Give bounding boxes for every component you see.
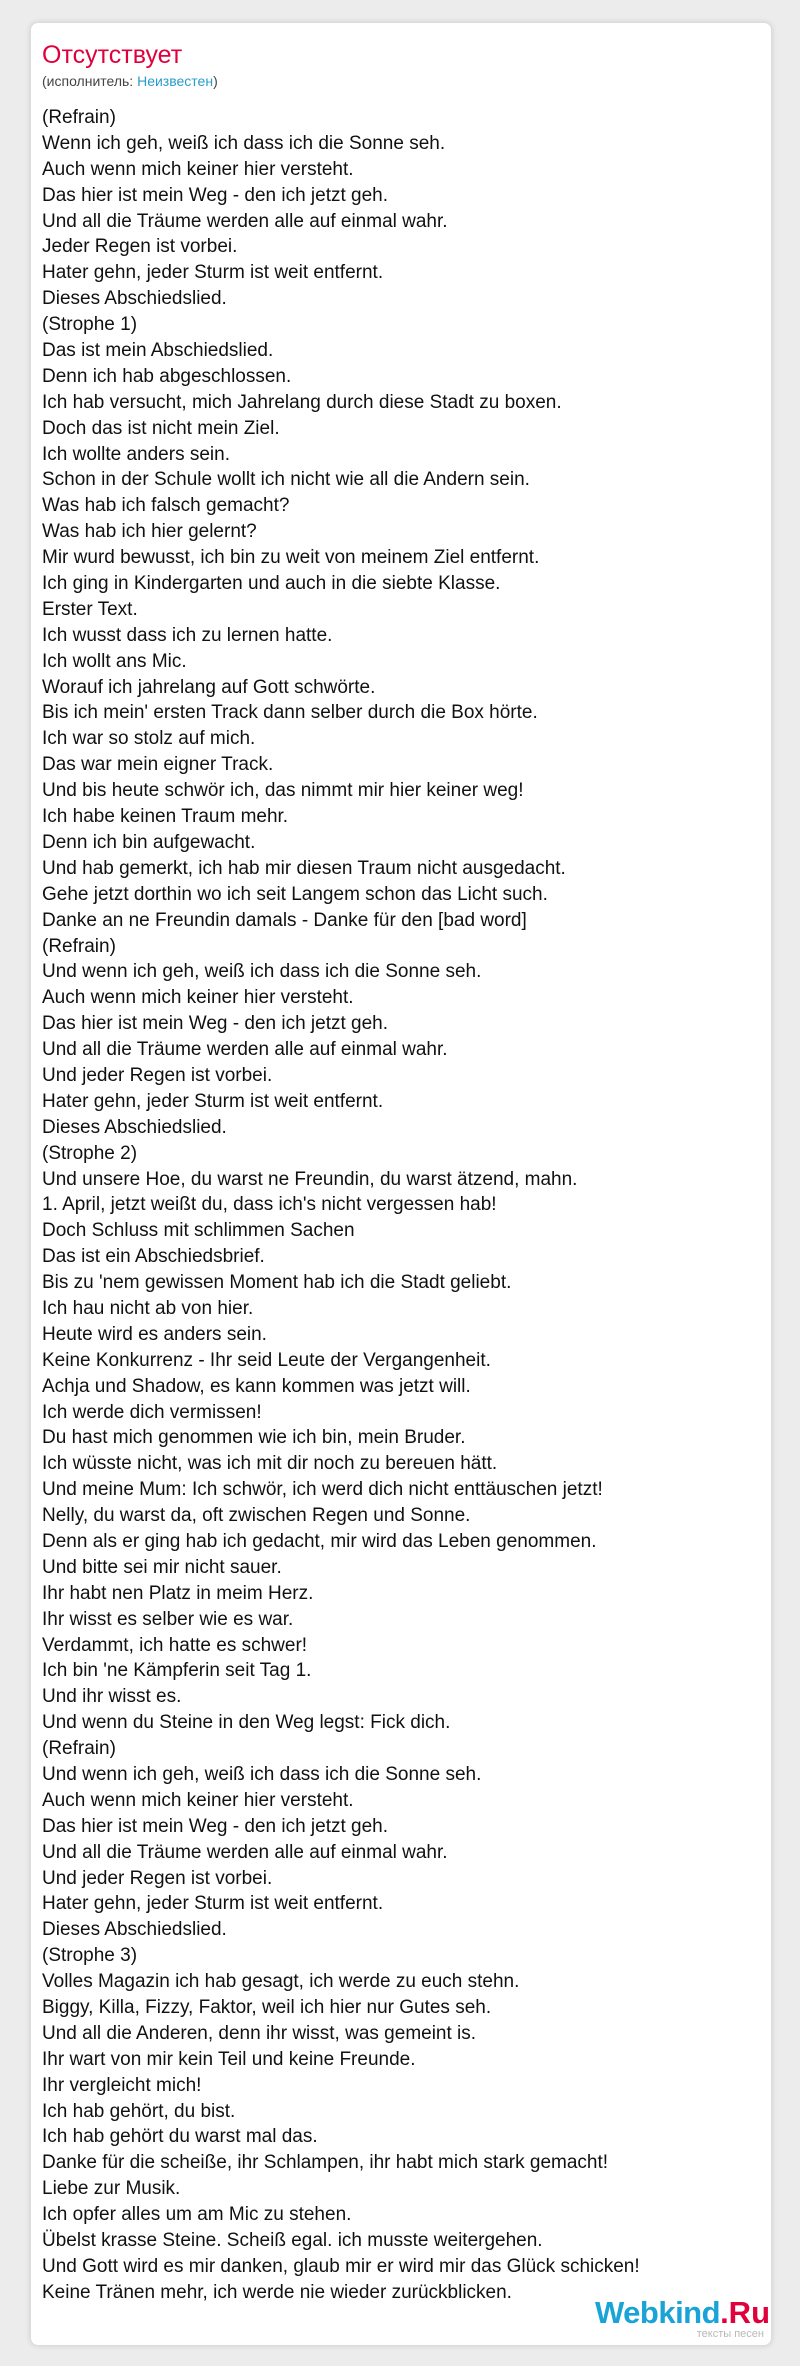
lyric-line: Bis ich mein' ersten Track dann selber durch die Box hörte. [42, 702, 538, 724]
lyric-line: Dieses Abschiedslied. [42, 1919, 227, 1941]
lyric-line: Ihr habt nen Platz in meim Herz. [42, 1582, 314, 1604]
lyric-line: Schon in der Schule wollt ich nicht wie all die Andern sein. [42, 469, 530, 491]
lyric-line: Danke für die scheiße, ihr Schlampen, ihr habt mich stark gemacht! [42, 2152, 609, 2174]
artist-link[interactable]: Неизвестен [137, 73, 214, 89]
lyric-line: Und Gott wird es mir danken, glaub mir er wird mir das Glück schicken! [42, 2255, 640, 2277]
lyric-line: Doch das ist nicht mein Ziel. [42, 417, 280, 439]
lyric-line: Und all die Träume werden alle auf einmal wahr. [42, 1841, 448, 1863]
lyric-line: Ich wollte anders sein. [42, 443, 230, 465]
lyric-line: Achja und Shadow, es kann kommen was jetzt will. [42, 1375, 471, 1397]
song-title: Отсутствует [42, 41, 183, 69]
lyric-line: Hater gehn, jeder Sturm ist weit entfernt. [42, 1090, 384, 1112]
lyric-line: Mir wurd bewusst, ich bin zu weit von meinem Ziel entfernt. [42, 547, 540, 569]
lyric-line: Hater gehn, jeder Sturm ist weit entfernt. [42, 262, 384, 284]
lyric-line: (Refrain) [42, 107, 116, 128]
lyric-line: Volles Magazin ich hab gesagt, ich werde zu euch stehn. [42, 1971, 520, 1993]
lyric-line: Und all die Träume werden alle auf einmal wahr. [42, 210, 448, 232]
lyric-line: Worauf ich jahrelang auf Gott schwörte. [42, 676, 376, 698]
lyric-line: Dieses Abschiedslied. [42, 288, 227, 310]
lyric-line: Liebe zur Musik. [42, 2178, 181, 2200]
lyric-line: Und wenn du Steine in den Weg legst: Fick dich. [42, 1712, 451, 1734]
lyric-line: Biggy, Killa, Fizzy, Faktor, weil ich hier nur Gutes seh. [42, 1997, 492, 2019]
lyric-line: Wenn ich geh, weiß ich dass ich die Sonne seh. [42, 132, 446, 154]
lyric-line: Das hier ist mein Weg - den ich jetzt geh. [42, 1013, 389, 1035]
lyric-line: Heute wird es anders sein. [42, 1323, 267, 1345]
lyric-line: Keine Konkurrenz - Ihr seid Leute der Vergangenheit. [42, 1349, 491, 1371]
lyric-line: Und wenn ich geh, weiß ich dass ich die Sonne seh. [42, 961, 482, 983]
lyric-line: (Strophe 3) [42, 1945, 138, 1967]
lyric-line: Ich hau nicht ab von hier. [42, 1297, 254, 1319]
lyric-line: Was hab ich hier gelernt? [42, 521, 257, 543]
lyric-line: Ich hab gehört, du bist. [42, 2100, 236, 2122]
lyric-line: Ich werde dich vermissen! [42, 1401, 262, 1423]
lyric-line: Auch wenn mich keiner hier versteht. [42, 987, 354, 1009]
site-logo [595, 2297, 770, 2340]
lyric-line: Und jeder Regen ist vorbei. [42, 1064, 273, 1086]
lyric-line: Und bis heute schwör ich, das nimmt mir hier keiner weg! [42, 780, 524, 802]
lyric-line: Und wenn ich geh, weiß ich dass ich die Sonne seh. [42, 1764, 482, 1785]
logo-brand: Webkind [594, 2295, 721, 2330]
lyric-line: Und jeder Regen ist vorbei. [42, 1867, 273, 1889]
logo-tagline: тексты песен [696, 2328, 764, 2340]
lyrics-text [42, 105, 762, 2306]
lyric-line: (Strophe 1) [42, 314, 138, 336]
lyric-line: Ihr wisst es selber wie es war. [42, 1608, 294, 1630]
lyric-line: Ich wüsste nicht, was ich mit dir noch zu bereuen hätt. [42, 1453, 498, 1475]
lyric-line: Jeder Regen ist vorbei. [42, 236, 238, 258]
lyric-line: Ich war so stolz auf mich. [42, 728, 256, 750]
lyric-line: Ich wusst dass ich zu lernen hatte. [42, 624, 333, 646]
lyric-line: Doch Schluss mit schlimmen Sachen [42, 1220, 355, 1242]
logo-wordmark [595, 2297, 770, 2328]
lyric-line: Ich wollt ans Mic. [42, 650, 187, 672]
lyric-line: 1. April, jetzt weißt du, dass ich's nicht vergessen hab! [42, 1194, 497, 1216]
lyric-line: Ich ging in Kindergarten und auch in die siebte Klasse. [42, 573, 501, 595]
lyric-line: Und all die Träume werden alle auf einmal wahr. [42, 1039, 448, 1061]
lyric-line: Verdammt, ich hatte es schwer! [42, 1634, 308, 1656]
lyric-line: Das ist mein Abschiedslied. [42, 340, 274, 362]
lyric-line: Ich hab versucht, mich Jahrelang durch diese Stadt zu boxen. [42, 391, 562, 413]
lyric-line: Danke an ne Freundin damals - Danke für den [bad word] [42, 909, 527, 931]
lyric-line: Und bitte sei mir nicht sauer. [42, 1556, 282, 1578]
logo-tld: .Ru [720, 2295, 770, 2330]
lyric-line: Ihr vergleicht mich! [42, 2074, 202, 2096]
lyric-line: Und hab gemerkt, ich hab mir diesen Traum nicht ausgedacht. [42, 857, 566, 879]
lyric-line: Denn ich bin aufgewacht. [42, 831, 256, 853]
lyric-line: Ihr wart von mir kein Teil und keine Freunde. [42, 2048, 416, 2070]
lyric-line: Das war mein eigner Track. [42, 754, 274, 776]
lyric-line: Erster Text. [42, 598, 138, 620]
lyric-line: Hater gehn, jeder Sturm ist weit entfernt. [42, 1893, 384, 1915]
lyric-line: Gehe jetzt dorthin wo ich seit Langem schon das Licht such. [42, 883, 548, 905]
lyric-line: Ich bin 'ne Kämpferin seit Tag 1. [42, 1660, 312, 1682]
lyric-line: Keine Tränen mehr, ich werde nie wieder zurückblicken. [42, 2281, 512, 2303]
lyric-line: Du hast mich genommen wie ich bin, mein Bruder. [42, 1427, 466, 1449]
lyric-line: Auch wenn mich keiner hier versteht. [42, 158, 354, 180]
lyric-line: Auch wenn mich keiner hier versteht. [42, 1789, 354, 1811]
lyric-line: Das hier ist mein Weg - den ich jetzt geh. [42, 1815, 389, 1837]
lyric-line: Ich habe keinen Traum mehr. [42, 806, 289, 828]
lyric-line: Und ihr wisst es. [42, 1686, 182, 1708]
artist-line [42, 72, 218, 90]
lyric-line: Was hab ich falsch gemacht? [42, 495, 290, 517]
lyric-line: Das ist ein Abschiedsbrief. [42, 1246, 265, 1268]
artist-suffix: ) [213, 73, 218, 89]
lyric-line: Dieses Abschiedslied. [42, 1116, 227, 1138]
lyric-line: Bis zu 'nem gewissen Moment hab ich die Stadt geliebt. [42, 1272, 512, 1294]
lyric-line: (Strophe 2) [42, 1142, 138, 1164]
lyric-line: Übelst krasse Steine. Scheiß egal. ich musste weitergehen. [42, 2230, 543, 2252]
lyric-line: Ich opfer alles um am Mic zu stehen. [42, 2204, 352, 2226]
lyric-line: (Refrain) [42, 1738, 116, 1760]
lyric-line: Und all die Anderen, denn ihr wisst, was gemeint is. [42, 2022, 477, 2044]
artist-prefix: (исполнитель: [42, 73, 138, 89]
lyric-line: Denn ich hab abgeschlossen. [42, 365, 292, 387]
lyric-line: Und meine Mum: Ich schwör, ich werd dich nicht enttäuschen jetzt! [42, 1479, 603, 1501]
lyric-line: Ich hab gehört du warst mal das. [42, 2126, 318, 2148]
lyric-line: Und unsere Hoe, du warst ne Freundin, du warst ätzend, mahn. [42, 1168, 578, 1190]
lyric-line: Nelly, du warst da, oft zwischen Regen und Sonne. [42, 1505, 471, 1527]
lyric-line: Denn als er ging hab ich gedacht, mir wird das Leben genommen. [42, 1530, 597, 1552]
lyric-line: Das hier ist mein Weg - den ich jetzt geh. [42, 184, 389, 206]
lyric-line: (Refrain) [42, 935, 116, 957]
